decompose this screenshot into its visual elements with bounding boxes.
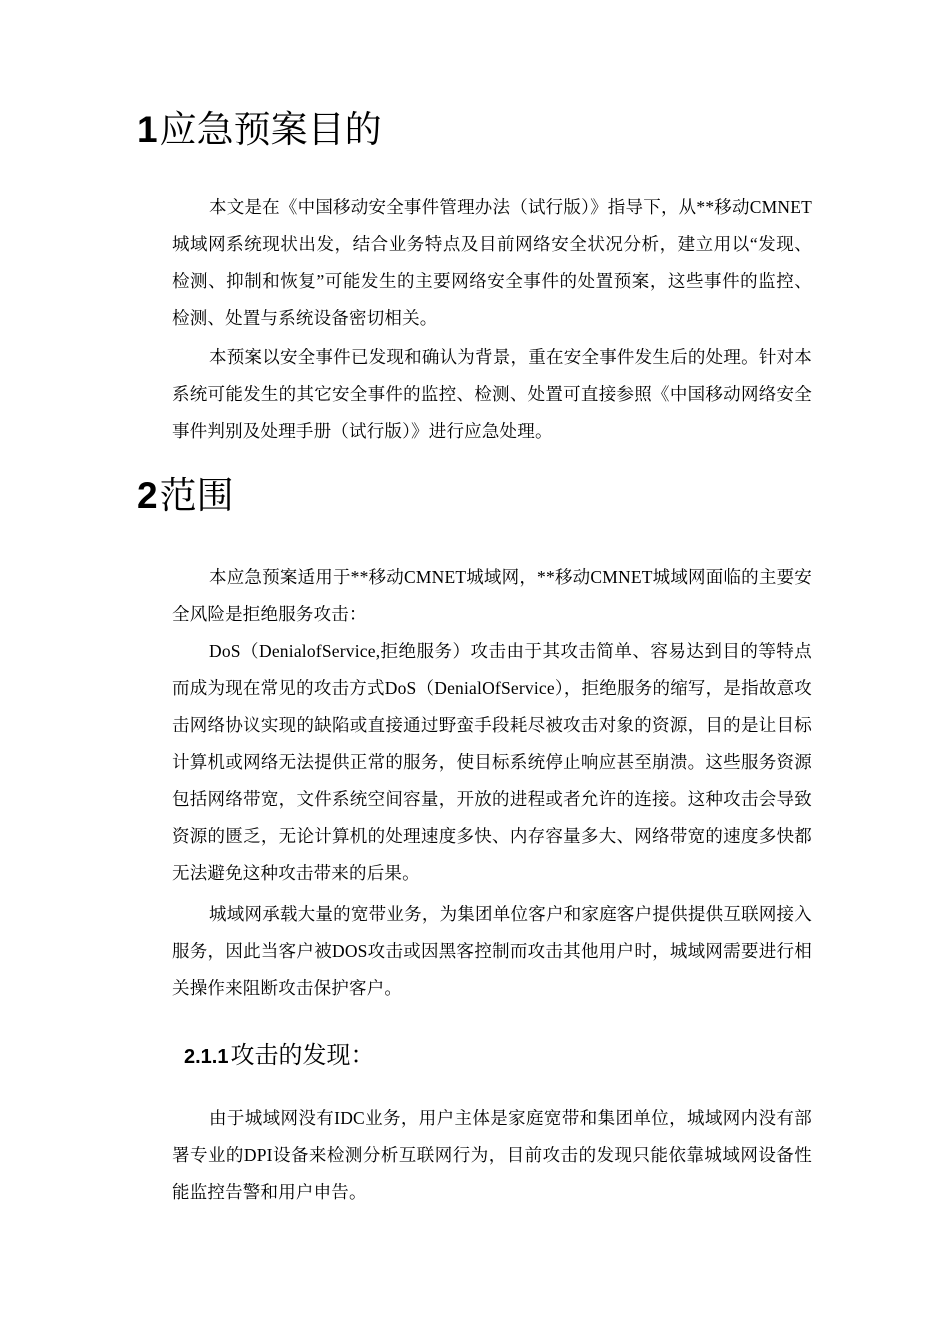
section-title: 攻击的发现： — [230, 1041, 375, 1069]
section-title: 应急预案目的 — [159, 108, 382, 151]
paragraph: 本预案以安全事件已发现和确认为背景，重在安全事件发生后的处理。针对本系统可能发生的其它安全事件的监控、检测、处置可直接参照《中国移动网络安全事件判别及处理手册（试行版）》进行应急处理。 — [172, 347, 812, 441]
paragraph: 由于城域网没有IDC业务，用户主体是家庭宽带和集团单位，城域网内没有部署专业的DPI设备来检测分析互联网行为，目前攻击的发现只能依靠城域网设备性能监控告警和用户申告。 — [172, 1108, 812, 1202]
section-title: 范围 — [159, 474, 234, 517]
section-2-heading — [137, 474, 234, 518]
section-number: 2.1.1 — [184, 1046, 229, 1068]
paragraph: 本应急预案适用于**移动CMNET城域网，**移动CMNET城域网面临的主要安全风险是拒绝服务攻击： — [172, 567, 812, 624]
section-number: 1 — [137, 109, 158, 150]
paragraph: DoS（DenialofService,拒绝服务）攻击由于其攻击简单、容易达到目的等特点而成为现在常见的攻击方式DoS（DenialOfService），拒绝服务的缩写，是指故意攻击网络协议实现的缺陷或直接通过野蛮手段耗尽被攻击对象的资源，目的是让目标计算机或网络无法提供正常的服务，使目标系统停止响应甚至崩溃。这些服务资源包括网络带宽，文件系统空间容量，开放的进程或者允许的连接。这种攻击会导致资源的匮乏，无论计算机的处理速度多快、内存容量多大、网络带宽的速度多快都无法避免这种攻击带来的后果。 — [172, 641, 812, 883]
paragraph: 本文是在《中国移动安全事件管理办法（试行版）》指导下，从**移动CMNET城域网系统现状出发，结合业务特点及目前网络安全状况分析，建立用以“发现、检测、抑制和恢复”可能发生的主要网络安全事件的处置预案，这些事件的监控、检测、处置与系统设备密切相关。 — [172, 197, 812, 328]
section-1-heading — [137, 108, 382, 152]
section-number: 2 — [137, 475, 158, 516]
paragraph: 城域网承载大量的宽带业务，为集团单位客户和家庭客户提供提供互联网接入服务，因此当客户被DOS攻击或因黑客控制而攻击其他用户时，城域网需要进行相关操作来阻断攻击保护客户。 — [172, 904, 812, 998]
subsection-2-1-1-heading — [184, 1040, 374, 1072]
